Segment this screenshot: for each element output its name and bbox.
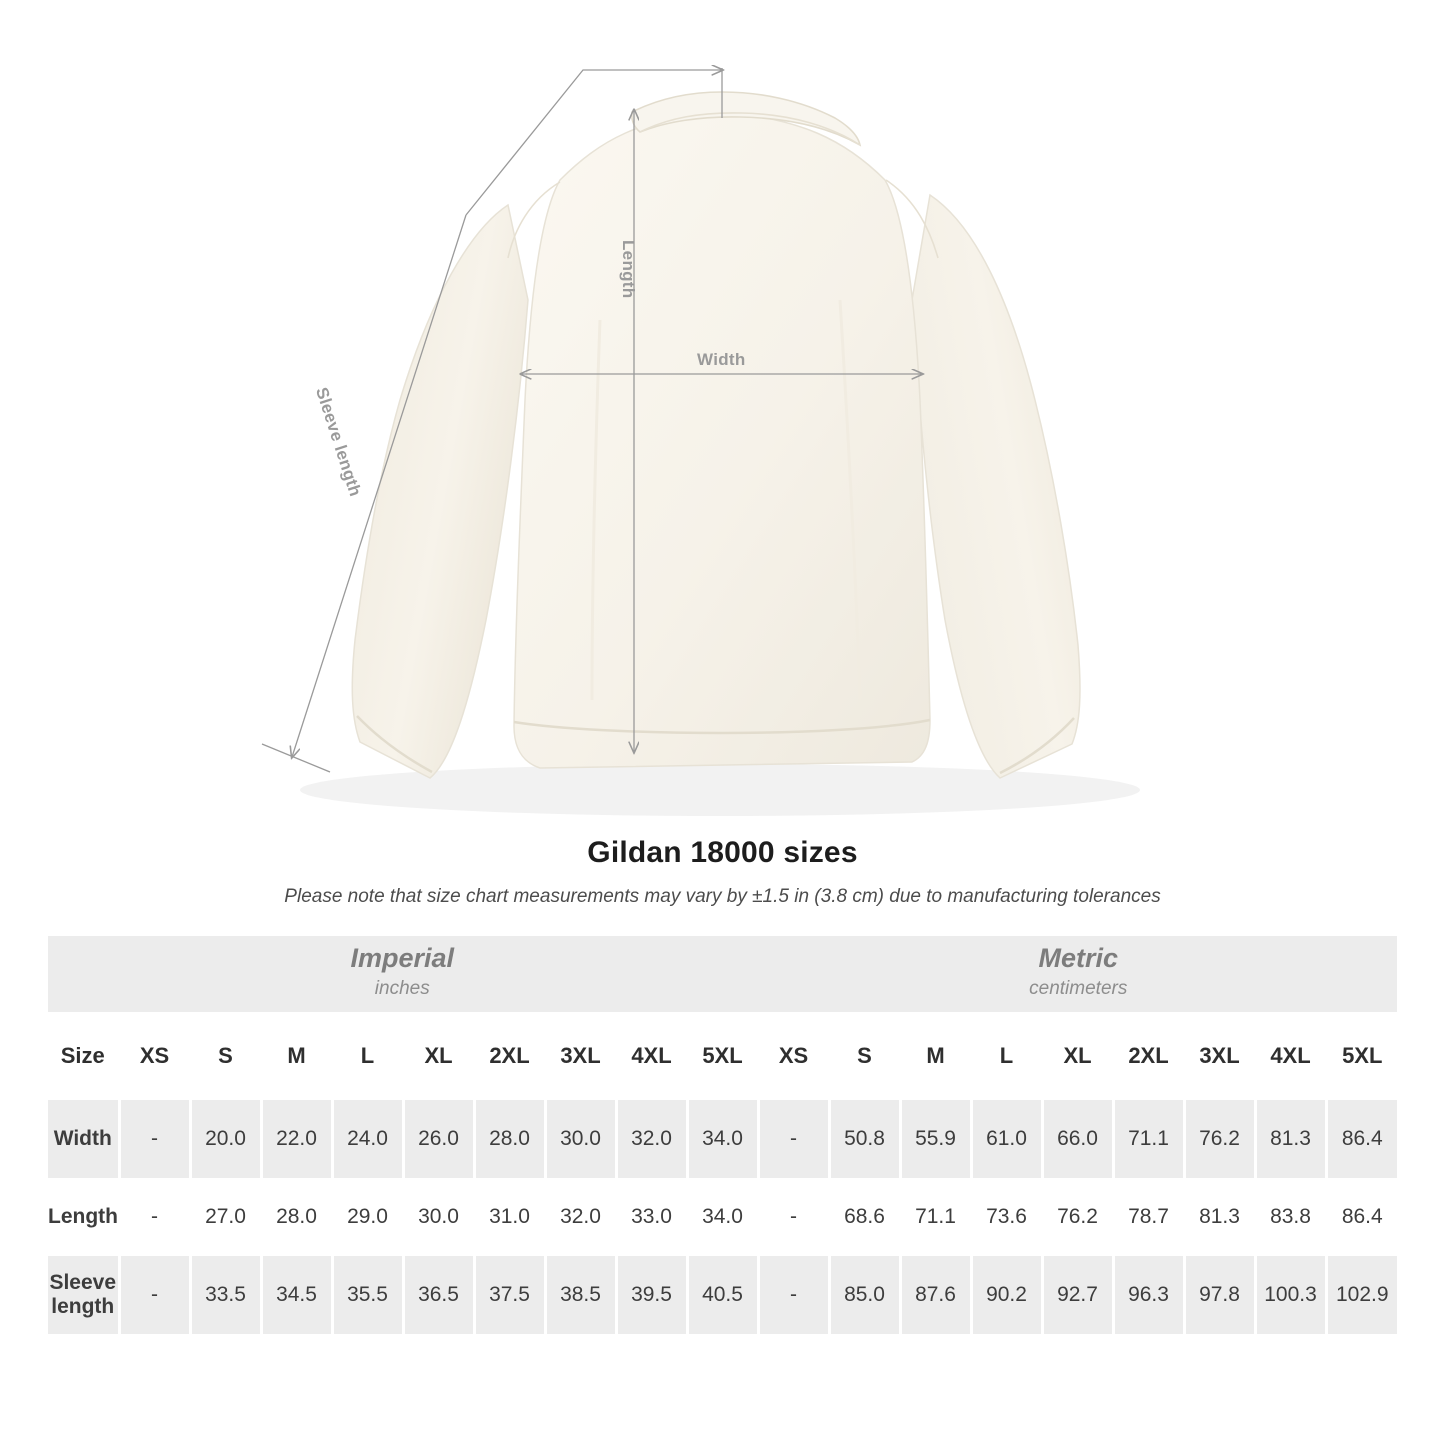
sleeve-metric-5xl: 102.9 (1326, 1256, 1397, 1334)
size-header-imperial-3xl: 3XL (545, 1012, 616, 1100)
width-metric-2xl: 71.1 (1113, 1100, 1184, 1178)
width-label: Width (697, 350, 746, 369)
sleeve-metric-2xl: 96.3 (1113, 1256, 1184, 1334)
width-metric-4xl: 81.3 (1255, 1100, 1326, 1178)
length-imperial-4xl: 33.0 (616, 1178, 687, 1256)
width-imperial-5xl: 34.0 (687, 1100, 758, 1178)
metric-header (758, 936, 1397, 1012)
length-metric-3xl: 81.3 (1184, 1178, 1255, 1256)
width-imperial-s: 20.0 (190, 1100, 261, 1178)
imperial-title: Imperial (350, 943, 455, 974)
width-imperial-l: 24.0 (332, 1100, 403, 1178)
length-metric-4xl: 83.8 (1255, 1178, 1326, 1256)
size-header-metric-2xl: 2XL (1113, 1012, 1184, 1100)
size-header-metric-m: M (900, 1012, 971, 1100)
row-label-sleeve-length: Sleeve length (48, 1256, 119, 1334)
size-header-imperial-4xl: 4XL (616, 1012, 687, 1100)
metric-unit: centimeters (1029, 978, 1128, 1000)
length-imperial-s: 27.0 (190, 1178, 261, 1256)
length-imperial-l: 29.0 (332, 1178, 403, 1256)
sleeve-length-label: Sleeve length (311, 385, 366, 499)
length-metric-s: 68.6 (829, 1178, 900, 1256)
length-metric-5xl: 86.4 (1326, 1178, 1397, 1256)
table-row (48, 1256, 1397, 1334)
width-metric-5xl: 86.4 (1326, 1100, 1397, 1178)
size-header-metric-5xl: 5XL (1326, 1012, 1397, 1100)
sleeve-metric-xs: - (758, 1256, 829, 1334)
sleeve-imperial-xl: 36.5 (403, 1256, 474, 1334)
length-metric-m: 71.1 (900, 1178, 971, 1256)
length-imperial-3xl: 32.0 (545, 1178, 616, 1256)
table-row (48, 1100, 1397, 1178)
width-metric-xs: - (758, 1100, 829, 1178)
metric-title: Metric (1038, 943, 1119, 974)
sleeve-imperial-3xl: 38.5 (545, 1256, 616, 1334)
size-header-metric-xl: XL (1042, 1012, 1113, 1100)
width-metric-xl: 66.0 (1042, 1100, 1113, 1178)
sleeve-imperial-m: 34.5 (261, 1256, 332, 1334)
length-imperial-xl: 30.0 (403, 1178, 474, 1256)
size-header-metric-l: L (971, 1012, 1042, 1100)
sleeve-metric-l: 90.2 (971, 1256, 1042, 1334)
row-label-length: Length (48, 1178, 119, 1256)
width-metric-m: 55.9 (900, 1100, 971, 1178)
width-metric-l: 61.0 (971, 1100, 1042, 1178)
size-header-metric-s: S (829, 1012, 900, 1100)
sleeve-imperial-4xl: 39.5 (616, 1256, 687, 1334)
sleeve-imperial-s: 33.5 (190, 1256, 261, 1334)
sleeve-metric-4xl: 100.3 (1255, 1256, 1326, 1334)
size-header-imperial-2xl: 2XL (474, 1012, 545, 1100)
tolerance-note: Please note that size chart measurements may vary by ±1.5 in (3.8 cm) due to manufacturing tolerances (284, 886, 1161, 907)
length-metric-2xl: 78.7 (1113, 1178, 1184, 1256)
width-imperial-4xl: 32.0 (616, 1100, 687, 1178)
imperial-header (48, 936, 758, 1012)
width-imperial-xs: - (119, 1100, 190, 1178)
sleeve-imperial-2xl: 37.5 (474, 1256, 545, 1334)
sleeve-imperial-5xl: 40.5 (687, 1256, 758, 1334)
size-header-imperial-xl: XL (403, 1012, 474, 1100)
size-header-row (48, 1012, 1397, 1100)
sleeve-metric-3xl: 97.8 (1184, 1256, 1255, 1334)
width-metric-3xl: 76.2 (1184, 1100, 1255, 1178)
row-label-width: Width (48, 1100, 119, 1178)
unit-header-row (48, 936, 1397, 1012)
size-header-metric-4xl: 4XL (1255, 1012, 1326, 1100)
table-row (48, 1178, 1397, 1256)
size-table-wrap (48, 936, 1397, 1334)
size-header-imperial-m: M (261, 1012, 332, 1100)
title-block (0, 836, 1445, 908)
sleeve-metric-m: 87.6 (900, 1256, 971, 1334)
length-metric-l: 73.6 (971, 1178, 1042, 1256)
size-header-metric-3xl: 3XL (1184, 1012, 1255, 1100)
width-imperial-xl: 26.0 (403, 1100, 474, 1178)
size-header-imperial-xs: XS (119, 1012, 190, 1100)
page-title: Gildan 18000 sizes (587, 836, 858, 869)
size-label: Size (48, 1012, 119, 1100)
length-metric-xs: - (758, 1178, 829, 1256)
length-imperial-5xl: 34.0 (687, 1178, 758, 1256)
sleeve-metric-xl: 92.7 (1042, 1256, 1113, 1334)
length-imperial-xs: - (119, 1178, 190, 1256)
length-label: Length (619, 240, 638, 299)
imperial-unit: inches (374, 978, 430, 1000)
size-header-metric-xs: XS (758, 1012, 829, 1100)
size-header-imperial-5xl: 5XL (687, 1012, 758, 1100)
length-metric-xl: 76.2 (1042, 1178, 1113, 1256)
width-metric-s: 50.8 (829, 1100, 900, 1178)
width-imperial-3xl: 30.0 (545, 1100, 616, 1178)
size-header-imperial-s: S (190, 1012, 261, 1100)
size-header-imperial-l: L (332, 1012, 403, 1100)
length-imperial-2xl: 31.0 (474, 1178, 545, 1256)
sleeve-metric-s: 85.0 (829, 1256, 900, 1334)
width-imperial-2xl: 28.0 (474, 1100, 545, 1178)
sleeve-imperial-xs: - (119, 1256, 190, 1334)
width-imperial-m: 22.0 (261, 1100, 332, 1178)
sleeve-imperial-l: 35.5 (332, 1256, 403, 1334)
length-imperial-m: 28.0 (261, 1178, 332, 1256)
size-table (48, 936, 1397, 1334)
